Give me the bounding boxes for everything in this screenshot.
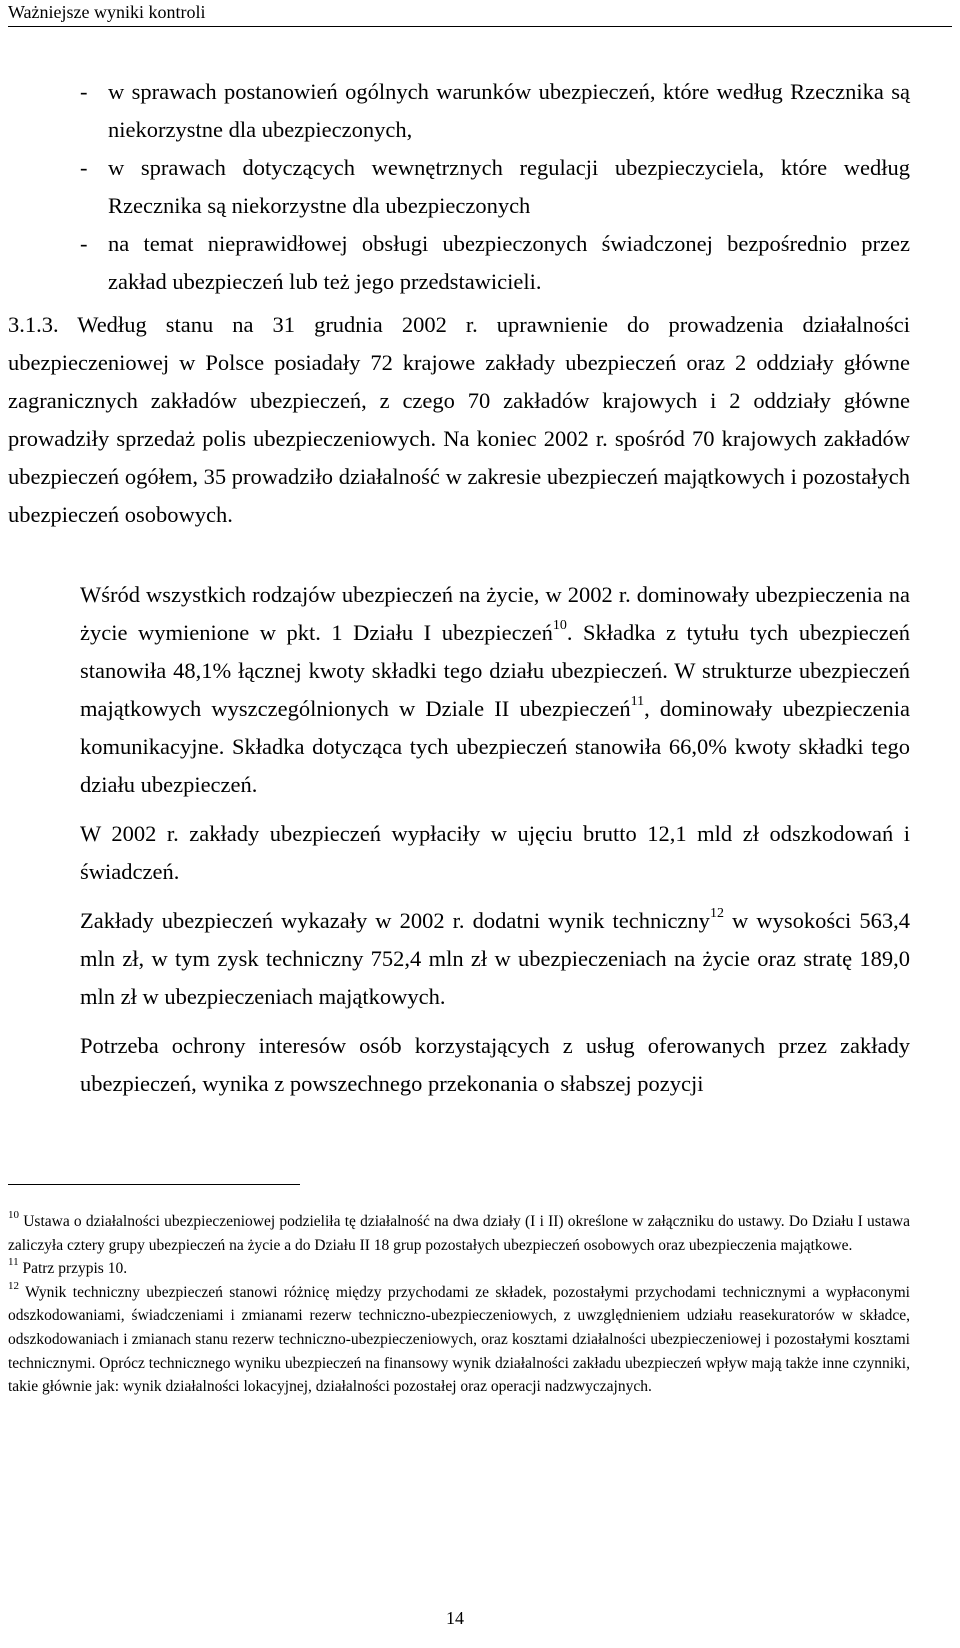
bullet-list xyxy=(80,73,910,301)
main-text xyxy=(80,576,910,1103)
list-item xyxy=(80,225,910,301)
footnote-ref-12: 12 xyxy=(709,905,724,921)
footnotes xyxy=(8,1210,910,1399)
paragraph-payouts: W 2002 r. zakłady ubezpieczeń wypłaciły w ujęciu brutto 12,1 mld zł odszkodowań i świadczeń. xyxy=(80,821,910,884)
list-item-text: w sprawach dotyczących wewnętrznych regulacji ubezpieczyciela, które według Rzecznika są niekorzystne dla ubezpieczonych xyxy=(108,155,910,218)
footnote-10: $^{10}$ Ustawa o działalności ubezpieczeniowej podzieliła tę działalność na dwa działy (I i II) określone w załączniku do ustawy. Do Działu I ustawa zaliczyła cztery grupy ubezpieczeń na życie a do Działu II 18 grup pozostałych ubezpieczeń osobowych oraz ubezpieczenia majątkowe. xyxy=(8,1208,910,1254)
paragraph-technical-result: Zakłady ubezpieczeń wykazały w 2002 r. dodatni wynik techniczny$^{12}$ w wysokości 563,4 mln zł, w tym zysk techniczny 752,4 mln zł w ubezpieczeniach na życie oraz stratę 189,0 mln zł w ubezpieczeniach majątkowych. xyxy=(80,905,911,1009)
footnote-separator xyxy=(8,1184,300,1185)
footnote-12: $^{12}$ Wynik techniczny ubezpieczeń stanowi różnicę między przychodami ze składek, pozostałymi przychodami technicznymi a wypłaconymi odszkodowaniami, świadczeniami i zmianami rezerw techniczno-ubezpieczeniowych, z uwzględnieniem udziału reasekuratorów w składce, odszkodowaniach i zmianach stanu rezerw techniczno-ubezpieczeniowych, oraz kosztami działalności ubezpieczeniowej i pozostałymi kosztami technicznymi. Oprócz technicznego wyniku ubezpieczeń na finansowy wynik działalności zakładu ubezpieczeń wpływ mają także inne czynniki, takie głównie jak: wynik działalności lokacyjnej, działalności pozostałej oraz operacji nadzwyczajnych. xyxy=(8,1279,910,1396)
list-item-text: na temat nieprawidłowej obsługi ubezpieczonych świadczonej bezpośrednio przez zakład ubezpieczeń lub też jego przedstawicieli. xyxy=(108,231,910,294)
dash-marker: - xyxy=(80,155,88,180)
section-number: 3.1.3. xyxy=(8,312,59,337)
footnote-ref-10: 10 xyxy=(552,617,567,633)
page-number: 14 xyxy=(446,1608,464,1628)
paragraph-protection: Potrzeba ochrony interesów osób korzystających z usług oferowanych przez zakłady ubezpieczeń, wynika z powszechnego przekonania o słabszej pozycji xyxy=(80,1033,910,1096)
list-item-text: w sprawach postanowień ogólnych warunków ubezpieczeń, które według Rzecznika są niekorzystne dla ubezpieczonych, xyxy=(108,79,910,142)
running-header xyxy=(8,0,952,27)
list-item xyxy=(80,149,910,225)
dash-marker: - xyxy=(80,231,88,256)
paragraph-life-insurance: Wśród wszystkich rodzajów ubezpieczeń na życie, w 2002 r. dominowały ubezpieczenia na życie wymienione w pkt. 1 Działu I ubezpieczeń$^{10}$. Składka z tytułu tych ubezpieczeń stanowiła 48,1% łącznej kwoty składki tego działu ubezpieczeń. W strukturze ubezpieczeń majątkowych wyszczególnionych w Dziale II ubezpieczeń$^{11}$, dominowały ubezpieczenia komunikacyjne. Składka dotycząca tych ubezpieczeń stanowiła 66,0% kwoty składki tego działu ubezpieczeń. xyxy=(80,582,911,797)
section-paragraph xyxy=(8,306,910,534)
footnote-ref-11: 11 xyxy=(630,693,645,709)
list-item xyxy=(80,73,910,149)
running-header-title: Ważniejsze wyniki kontroli xyxy=(8,2,206,22)
dash-marker: - xyxy=(80,79,88,104)
footnote-11: $^{11}$ Patrz przypis 10. xyxy=(8,1256,128,1278)
section-text: Według stanu na 31 grudnia 2002 r. uprawnienie do prowadzenia działalności ubezpieczeniowej w Polsce posiadały 72 krajowe zakłady ubezpieczeń oraz 2 oddziały główne zagranicznych zakładów ubezpieczeń, z czego 70 zakładów krajowych i 2 oddziały główne prowadziły sprzedaż polis ubezpieczeniowych. Na koniec 2002 r. spośród 70 krajowych zakładów ubezpieczeń ogółem, 35 prowadziło działalność w zakresie ubezpieczeń majątkowych i pozostałych ubezpieczeń osobowych. xyxy=(8,312,910,527)
